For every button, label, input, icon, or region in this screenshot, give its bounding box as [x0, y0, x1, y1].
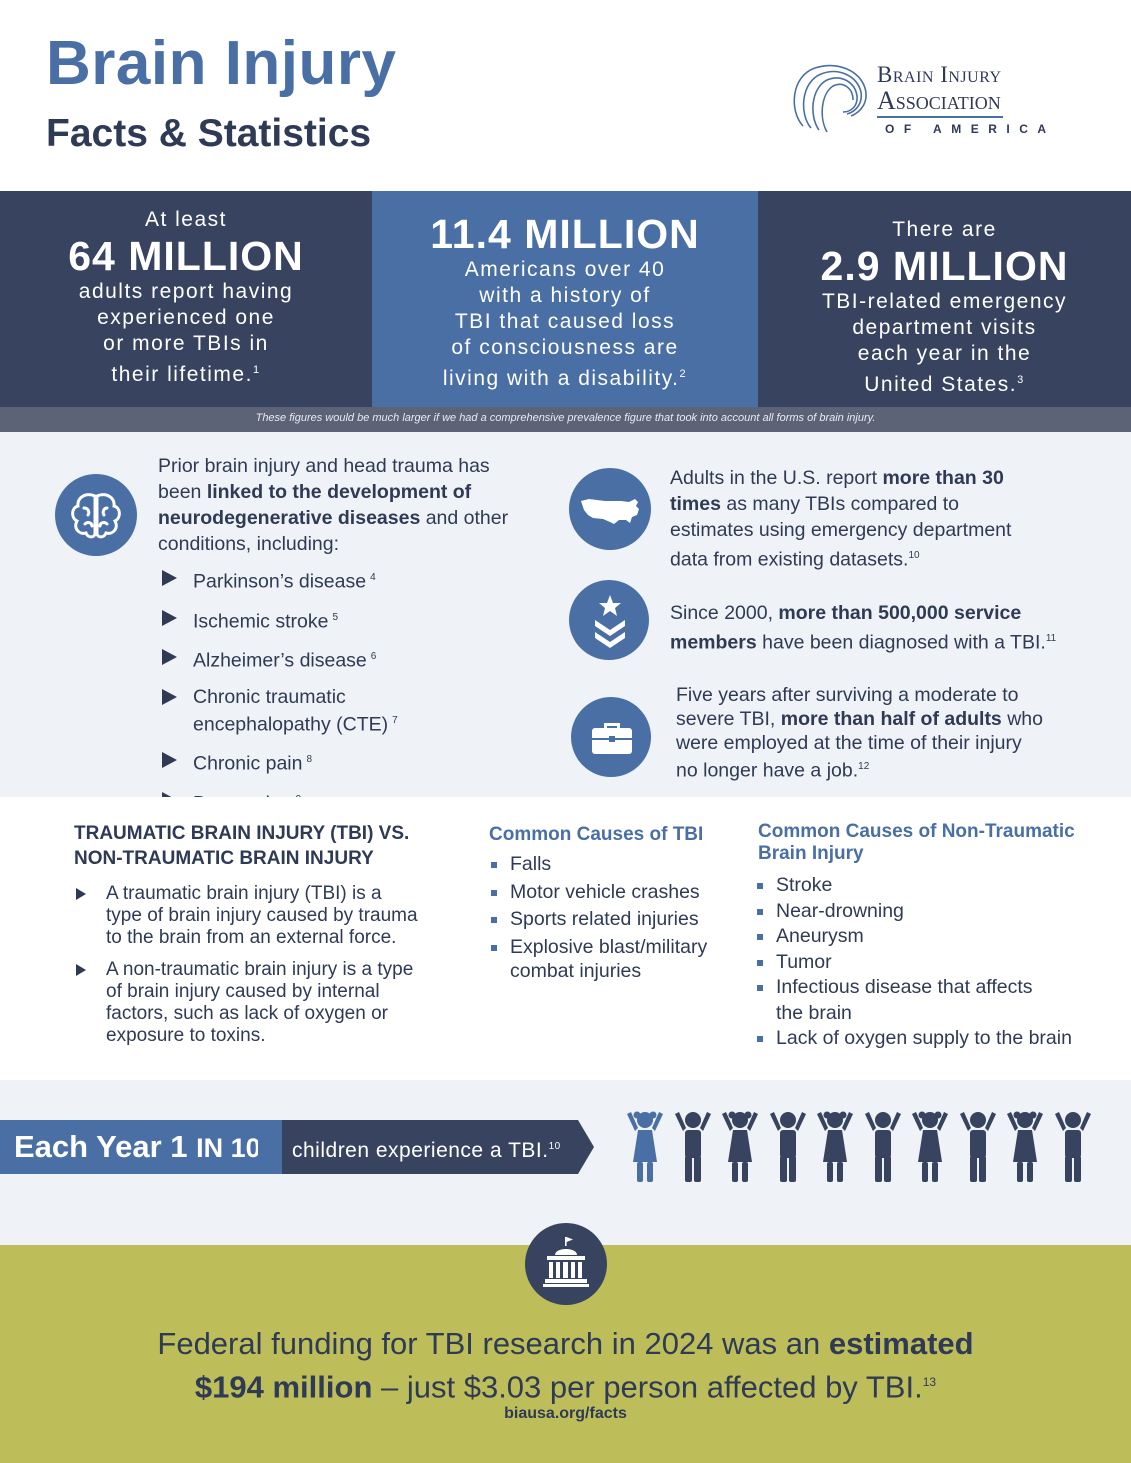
stat-big: 11.4 MILLION: [430, 211, 700, 257]
condition-list: [162, 566, 398, 827]
list-item: Ischemic stroke $^5$: [162, 606, 398, 634]
list-item: Explosive blast/military combat injuries: [489, 935, 707, 983]
military-rank-icon: [569, 580, 649, 660]
stat-line: each year in the: [857, 342, 1032, 365]
stat-11-million: [372, 191, 758, 407]
funding-line-2: $194 million – just $3.03 per person affected by TBI.$^{13}$: [194, 1369, 937, 1405]
tbi-types-section: [0, 797, 1131, 1080]
usa-map-icon: [569, 468, 651, 550]
boy-figure-icon: [862, 1106, 904, 1188]
stat-big: 2.9 MILLION: [820, 243, 1069, 289]
girl-figure-icon: [719, 1106, 761, 1188]
ref: 1: [252, 364, 261, 376]
stat-big: 64 MILLION: [68, 233, 304, 279]
fact-employment: Five years after surviving a moderate to severe TBI, more than half of adults who were employed at the time of their injury no longer have a job.$^{12}$: [676, 684, 1043, 782]
stat-line: their lifetime.$^1$: [111, 363, 261, 386]
list-item: Lack of oxygen supply to the brain: [755, 1026, 1072, 1052]
brain-icon: [55, 474, 137, 556]
stat-2-9-million: [758, 191, 1131, 407]
logo-line-3: OF AMERICA: [885, 122, 1056, 136]
stat-line: living with a disability.$^2$: [442, 367, 688, 390]
list-item: Infectious disease that affects the brain: [755, 975, 1072, 1026]
fact-30-times: Adults in the U.S. report more than 30 times as many TBIs compared to estimates using emergency department data from existing datasets.$^{10}$: [670, 467, 1012, 571]
list-item: Motor vehicle crashes: [489, 880, 707, 906]
briefcase-icon: [571, 697, 651, 777]
stat-line: department visits: [852, 316, 1037, 339]
girl-figure-icon: [814, 1106, 856, 1188]
stat-line: adults report having: [78, 280, 294, 303]
list-item: Sports related injuries: [489, 907, 707, 933]
causes-tbi-heading: Common Causes of TBI: [489, 824, 704, 845]
list-item: Chronic pain $^8$: [162, 748, 398, 776]
stat-line: of consciousness are: [451, 336, 679, 359]
causes-ntbi-heading: Common Causes of Non-Traumatic Brain Injury: [758, 821, 1075, 864]
funding-section: [0, 1245, 1131, 1463]
page-subtitle: Facts & Statistics: [46, 112, 372, 155]
stats-footnote: These figures would be much larger if we had a comprehensive prevalence figure that took into account all forms of brain injury.: [0, 407, 1131, 432]
list-item: Chronic traumatic encephalopathy (CTE) $^7$: [162, 685, 398, 737]
fact-service-members: Since 2000, more than 500,000 service members have been diagnosed with a TBI.$^{11}$: [670, 602, 1057, 654]
source-url: biausa.org/facts: [504, 1405, 627, 1422]
biaa-logo: [785, 56, 1075, 146]
stat-64-million: [0, 191, 372, 407]
boy-figure-icon: [1052, 1106, 1094, 1188]
list-item: A traumatic brain injury (TBI) is a type of brain injury caused by trauma to the brain from an external force.: [72, 883, 418, 949]
list-item: Falls: [489, 852, 707, 878]
page-title: Brain Injury: [46, 29, 397, 98]
logo-line-1: Brain Injury: [877, 62, 1002, 87]
ref: 2: [679, 368, 688, 380]
list-item: Alzheimer’s disease $^6$: [162, 645, 398, 673]
neuro-intro: Prior brain injury and head trauma has been linked to the development of neurodegenerative diseases and other conditions, including:: [158, 455, 509, 555]
brain-logo-icon: [785, 56, 885, 146]
list-item: Stroke: [755, 873, 1072, 899]
ref: 3: [1017, 374, 1025, 386]
boy-figure-icon: [767, 1106, 809, 1188]
girl-figure-icon: [909, 1106, 951, 1188]
stat-line: United States.$^3$: [864, 373, 1025, 396]
list-item: A non-traumatic brain injury is a type of brain injury caused by internal factors, such as lack of oxygen or exposure to toxins.: [72, 959, 418, 1047]
stat-pre: There are: [892, 218, 997, 241]
stat-line: or more TBIs in: [103, 332, 269, 355]
stat-line: TBI-related emergency: [821, 290, 1068, 313]
children-text: children experience a TBI.$^{10}$: [282, 1120, 578, 1174]
list-item: Near-drowning: [755, 899, 1072, 925]
stat-line: with a history of: [479, 284, 651, 307]
girl-figure-icon: [624, 1106, 666, 1188]
facts-section: [0, 432, 1131, 797]
stat-line: Americans over 40: [464, 258, 666, 281]
causes-tbi-list: [489, 852, 707, 985]
logo-line-2: Association: [877, 86, 1003, 118]
boy-figure-icon: [672, 1106, 714, 1188]
tbi-definitions: [72, 883, 418, 1057]
list-item: Parkinson’s disease $^4$: [162, 566, 398, 594]
funding-line-1: Federal funding for TBI research in 2024 was an estimated: [157, 1326, 974, 1361]
stat-line: experienced one: [97, 306, 275, 329]
girl-figure-icon: [1004, 1106, 1046, 1188]
tbi-vs-heading: TRAUMATIC BRAIN INJURY (TBI) VS. NON-TRAUMATIC BRAIN INJURY: [74, 823, 410, 869]
stat-line: TBI that caused loss: [454, 310, 676, 333]
each-year-label: Each Year 1 IN 10: [0, 1120, 282, 1174]
stats-band: [0, 191, 1131, 407]
children-section: [0, 1080, 1131, 1245]
list-item: Aneurysm: [755, 924, 1072, 950]
capitol-building-icon: [525, 1223, 607, 1305]
list-item: Tumor: [755, 950, 1072, 976]
boy-figure-icon: [957, 1106, 999, 1188]
stat-pre: At least: [144, 208, 228, 231]
causes-ntbi-list: [755, 873, 1072, 1052]
